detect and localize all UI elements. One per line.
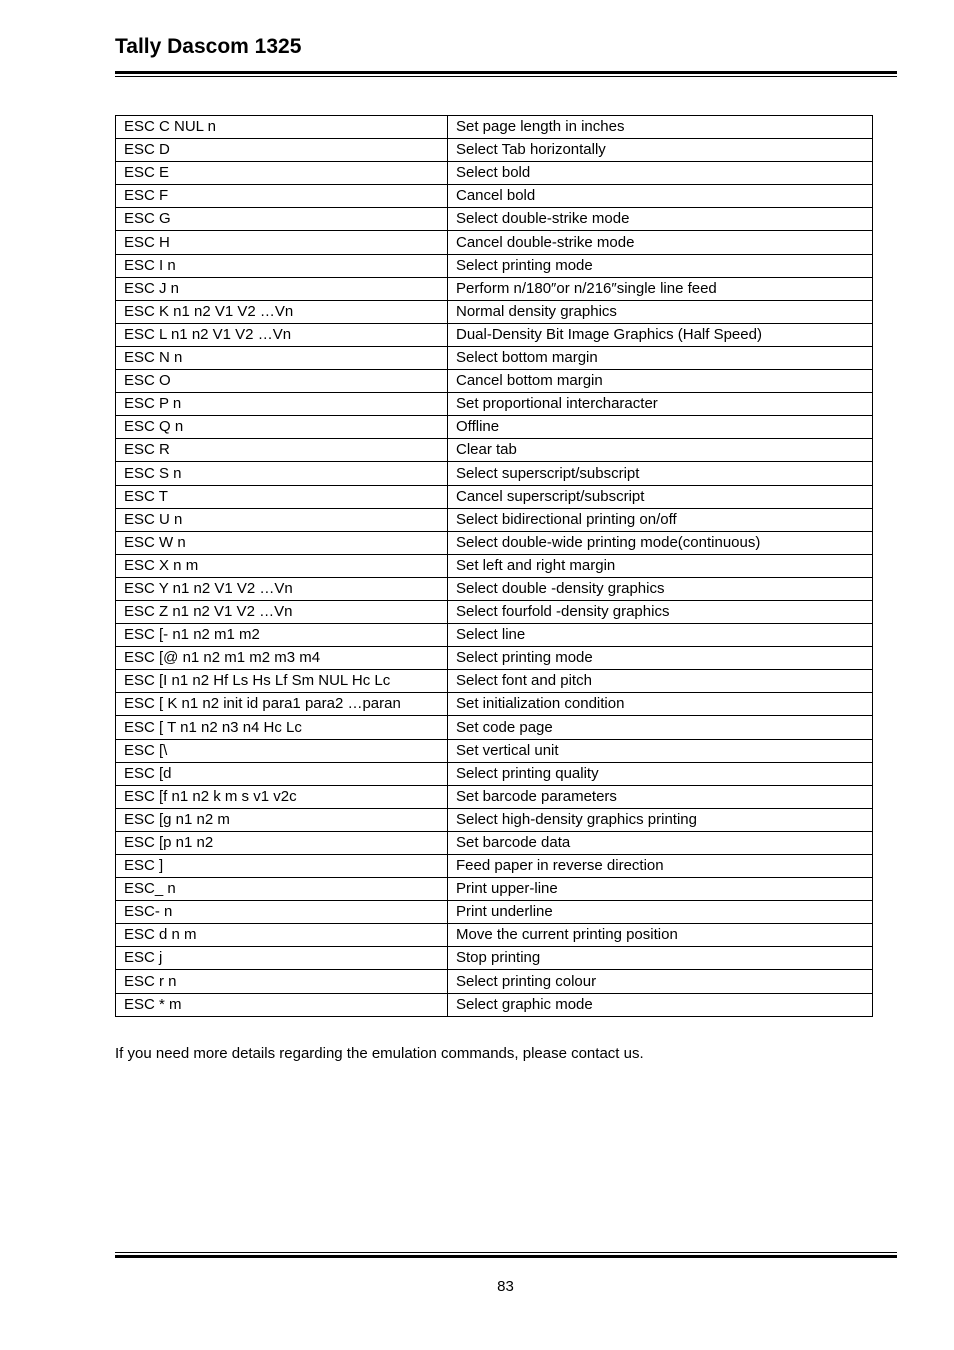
command-cell: ESC J n: [116, 277, 448, 300]
table-row: [116, 208, 873, 231]
description-cell: Select high-density graphics printing: [448, 808, 873, 831]
command-cell: ESC K n1 n2 V1 V2 …Vn: [116, 300, 448, 323]
table-row: [116, 808, 873, 831]
table-row: [116, 647, 873, 670]
description-cell: Select fourfold -density graphics: [448, 600, 873, 623]
table-row: [116, 116, 873, 139]
table-row: [116, 670, 873, 693]
command-cell: ESC T: [116, 485, 448, 508]
description-cell: Set code page: [448, 716, 873, 739]
page-title: Tally Dascom 1325: [115, 35, 302, 58]
description-cell: Print underline: [448, 901, 873, 924]
table-row: [116, 762, 873, 785]
table-row: [116, 693, 873, 716]
description-cell: Set proportional intercharacter: [448, 393, 873, 416]
table-row: [116, 901, 873, 924]
footer-rule-thin: [115, 1252, 897, 1253]
table-row: [116, 739, 873, 762]
table-row: [116, 254, 873, 277]
table-row: [116, 993, 873, 1016]
description-cell: Print upper-line: [448, 878, 873, 901]
table-row: [116, 508, 873, 531]
command-cell: ESC O: [116, 370, 448, 393]
command-table: [115, 115, 873, 1017]
table-row: [116, 439, 873, 462]
command-cell: ESC- n: [116, 901, 448, 924]
command-cell: ESC [p n1 n2: [116, 831, 448, 854]
description-cell: Select double-strike mode: [448, 208, 873, 231]
command-cell: ESC X n m: [116, 554, 448, 577]
table-row: [116, 370, 873, 393]
description-cell: Set left and right margin: [448, 554, 873, 577]
command-cell: ESC E: [116, 162, 448, 185]
description-cell: Feed paper in reverse direction: [448, 855, 873, 878]
command-cell: ESC [\: [116, 739, 448, 762]
table-row: [116, 416, 873, 439]
command-cell: ESC F: [116, 185, 448, 208]
header-rule-thick: [115, 71, 897, 74]
command-cell: ESC D: [116, 139, 448, 162]
command-cell: ESC S n: [116, 462, 448, 485]
table-row: [116, 323, 873, 346]
table-row: [116, 231, 873, 254]
table-row: [116, 577, 873, 600]
table-row: [116, 393, 873, 416]
table-row: [116, 924, 873, 947]
description-cell: Select double-wide printing mode(continuous): [448, 531, 873, 554]
header-rule-thin: [115, 76, 897, 77]
command-cell: ESC G: [116, 208, 448, 231]
table-row: [116, 462, 873, 485]
description-cell: Perform n/180″or n/216″single line feed: [448, 277, 873, 300]
command-cell: ESC [d: [116, 762, 448, 785]
command-cell: ESC H: [116, 231, 448, 254]
description-cell: Select bottom margin: [448, 346, 873, 369]
command-cell: ESC_ n: [116, 878, 448, 901]
command-cell: ESC r n: [116, 970, 448, 993]
command-cell: ESC R: [116, 439, 448, 462]
description-cell: Cancel bold: [448, 185, 873, 208]
description-cell: Offline: [448, 416, 873, 439]
description-cell: Normal density graphics: [448, 300, 873, 323]
command-cell: ESC [@ n1 n2 m1 m2 m3 m4: [116, 647, 448, 670]
command-cell: ESC I n: [116, 254, 448, 277]
command-cell: ESC ]: [116, 855, 448, 878]
description-cell: Select printing colour: [448, 970, 873, 993]
description-cell: Select superscript/subscript: [448, 462, 873, 485]
command-cell: ESC [g n1 n2 m: [116, 808, 448, 831]
description-cell: Set barcode parameters: [448, 785, 873, 808]
table-row: [116, 554, 873, 577]
description-cell: Set vertical unit: [448, 739, 873, 762]
description-cell: Move the current printing position: [448, 924, 873, 947]
description-cell: Select printing mode: [448, 254, 873, 277]
command-cell: ESC Z n1 n2 V1 V2 …Vn: [116, 600, 448, 623]
command-table-body: [116, 116, 873, 1017]
description-cell: Select bold: [448, 162, 873, 185]
footer-rule-thick: [115, 1255, 897, 1258]
table-row: [116, 531, 873, 554]
command-cell: ESC L n1 n2 V1 V2 …Vn: [116, 323, 448, 346]
description-cell: Cancel bottom margin: [448, 370, 873, 393]
description-cell: Cancel double-strike mode: [448, 231, 873, 254]
description-cell: Select Tab horizontally: [448, 139, 873, 162]
command-cell: ESC [f n1 n2 k m s v1 v2c: [116, 785, 448, 808]
table-row: [116, 785, 873, 808]
table-row: [116, 139, 873, 162]
command-cell: ESC [ T n1 n2 n3 n4 Hc Lc: [116, 716, 448, 739]
table-row: [116, 947, 873, 970]
description-cell: Set page length in inches: [448, 116, 873, 139]
description-cell: Select printing quality: [448, 762, 873, 785]
command-cell: ESC d n m: [116, 924, 448, 947]
table-row: [116, 878, 873, 901]
command-cell: ESC Q n: [116, 416, 448, 439]
command-cell: ESC W n: [116, 531, 448, 554]
description-cell: Select font and pitch: [448, 670, 873, 693]
command-cell: ESC j: [116, 947, 448, 970]
table-row: [116, 277, 873, 300]
table-row: [116, 624, 873, 647]
description-cell: Clear tab: [448, 439, 873, 462]
table-row: [116, 600, 873, 623]
description-cell: Dual-Density Bit Image Graphics (Half Speed): [448, 323, 873, 346]
table-row: [116, 831, 873, 854]
command-cell: ESC [ K n1 n2 init id para1 para2 …paran: [116, 693, 448, 716]
command-cell: ESC [- n1 n2 m1 m2: [116, 624, 448, 647]
command-cell: ESC Y n1 n2 V1 V2 …Vn: [116, 577, 448, 600]
command-cell: ESC C NUL n: [116, 116, 448, 139]
command-cell: ESC P n: [116, 393, 448, 416]
command-cell: ESC * m: [116, 993, 448, 1016]
footnote: If you need more details regarding the emulation commands, please contact us.: [115, 1045, 644, 1062]
table-row: [116, 300, 873, 323]
description-cell: Select printing mode: [448, 647, 873, 670]
table-row: [116, 346, 873, 369]
description-cell: Stop printing: [448, 947, 873, 970]
description-cell: Set initialization condition: [448, 693, 873, 716]
description-cell: Select line: [448, 624, 873, 647]
command-cell: ESC U n: [116, 508, 448, 531]
command-cell: ESC N n: [116, 346, 448, 369]
description-cell: Set barcode data: [448, 831, 873, 854]
table-row: [116, 855, 873, 878]
description-cell: Select double -density graphics: [448, 577, 873, 600]
table-row: [116, 185, 873, 208]
description-cell: Select graphic mode: [448, 993, 873, 1016]
table-row: [116, 716, 873, 739]
table-row: [116, 162, 873, 185]
description-cell: Cancel superscript/subscript: [448, 485, 873, 508]
page-number: 83: [497, 1278, 514, 1295]
table-row: [116, 970, 873, 993]
description-cell: Select bidirectional printing on/off: [448, 508, 873, 531]
command-cell: ESC [I n1 n2 Hf Ls Hs Lf Sm NUL Hc Lc: [116, 670, 448, 693]
table-row: [116, 485, 873, 508]
